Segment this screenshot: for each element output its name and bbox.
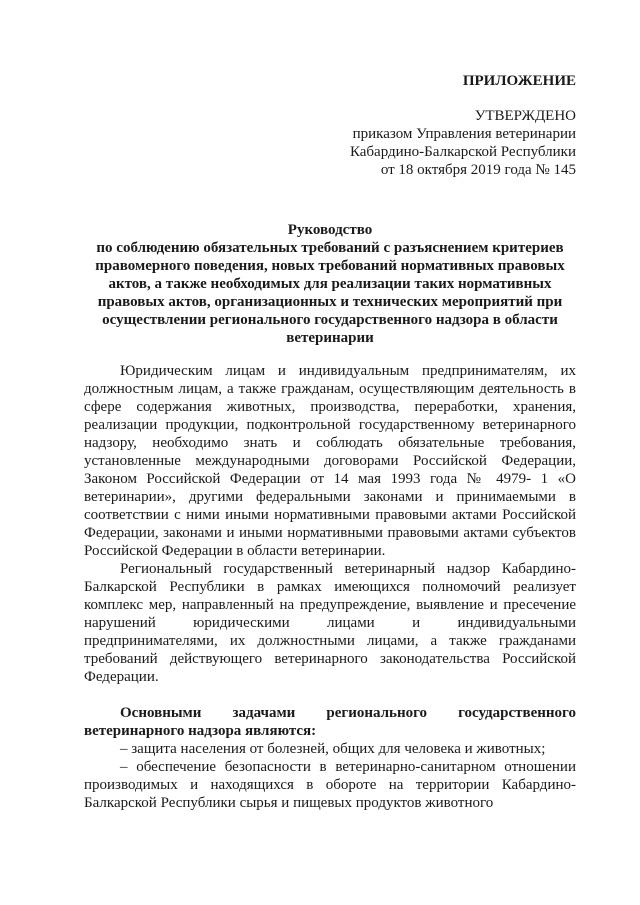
title-line: Руководство [287,222,373,238]
approval-line: приказом Управления ветеринарии [352,126,576,142]
title-line: ветеринарии [286,330,374,346]
body-paragraph: Юридическим лицам и индивидуальным предпринимателям, их должностным лицам, а также гражданам, осуществляющим деятельность в сфере содержания животных, производства, переработки, хранения, реализации продукции, подконтрольной государственному ветеринарного надзору, необходимо знать и соблюдать обязательные требования, установленные международными договорами Российской Федерации, Законом Российской Федерации от 14 мая 1993 года № 4979- 1 «О ветеринарии», другими федеральными законами и принимаемыми в соответствии с ними иными нормативными правовыми актами Российской Федерации, законами и иными нормативными правовыми актами субъектов Российской Федерации в области ветеринарии. [84,363,576,559]
list-item: – обеспечение безопасности в ветеринарно-санитарном отношении производимых и находящихся в обороте на территории Кабардино-Балкарской Республики сырья и пищевых продуктов животного [84,759,576,811]
title-line: правомерного поведения, новых требований нормативных правовых [95,258,565,274]
document-title [84,221,576,347]
approval-line: УТВЕРЖДЕНО [474,108,576,124]
tasks-heading: Основными задачами регионального государственного ветеринарного надзора являются: [84,705,576,739]
tasks-list [84,740,576,812]
title-line: актов, а также необходимых для реализации таких нормативных [108,276,552,292]
document-body [84,362,576,686]
approval-line: от 18 октября 2019 года № 145 [380,162,576,178]
approval-block [84,107,576,179]
body-paragraph: Региональный государственный ветеринарный надзор Кабардино-Балкарской Республики в рамках имеющихся полномочий реализует комплекс мер, направленный на предупреждение, выявление и пресечение нарушений юридическими лицами и индивидуальными предпринимателями, их должностными лицами, а также гражданами требований действующего ветеринарного законодательства Российской Федерации. [84,561,576,685]
title-line: осуществлении регионального государственного надзора в области [102,312,558,328]
attachment-label: ПРИЛОЖЕНИЕ [462,73,576,89]
title-line: по соблюдению обязательных требований с разъяснением критериев [96,240,564,256]
title-line: правовых актов, организационных и технических мероприятий при [97,294,563,310]
list-item: – защита населения от болезней, общих для человека и животных; [120,741,546,757]
approval-line: Кабардино-Балкарской Республики [349,144,576,160]
